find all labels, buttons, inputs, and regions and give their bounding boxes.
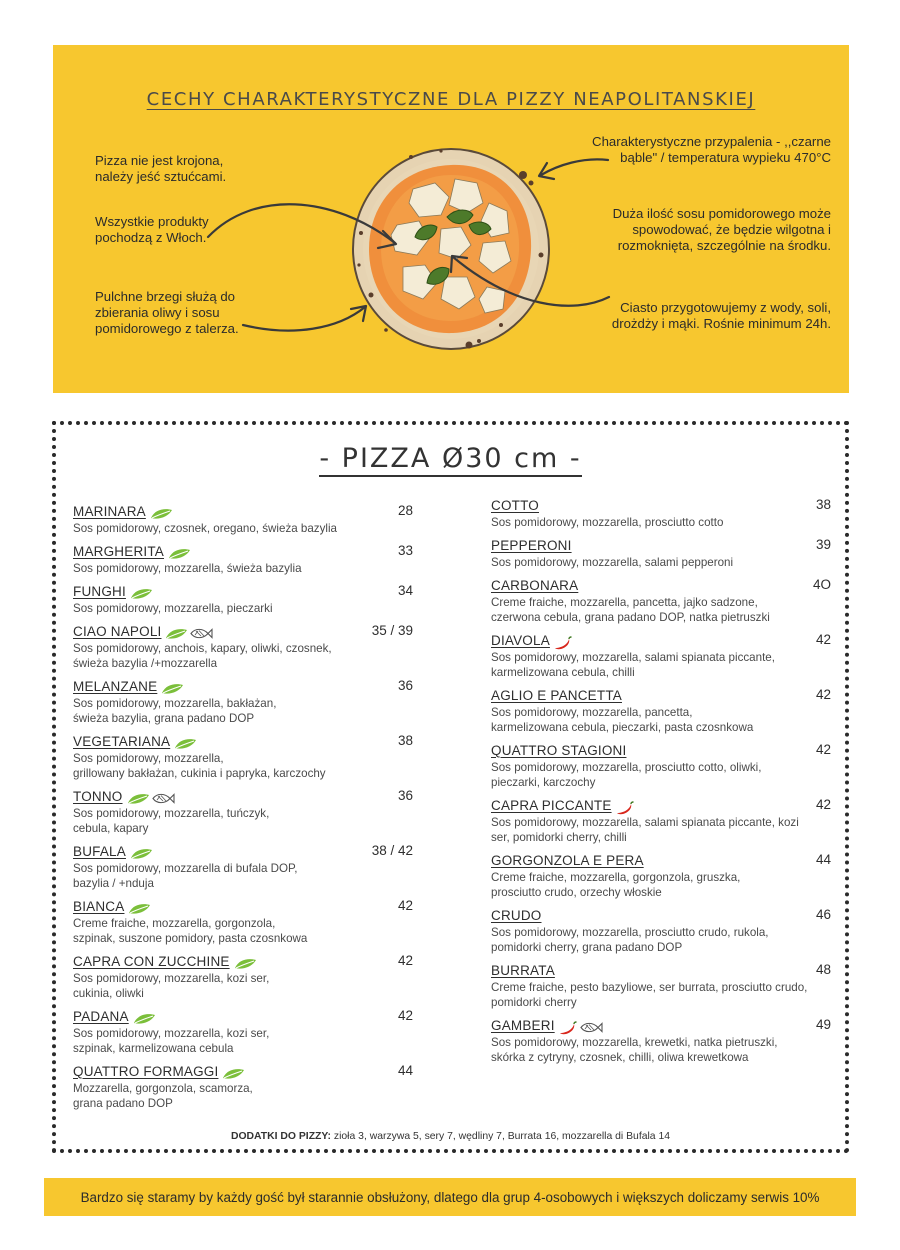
menu-item-crudo <box>491 907 831 955</box>
menu-item-gorgonzola-e-pera <box>491 852 831 900</box>
item-description: Sos pomidorowy, mozzarella, świeża bazylia <box>73 562 302 575</box>
item-icons <box>129 845 154 863</box>
chili-icon <box>553 634 573 651</box>
item-description: Sos pomidorowy, mozzarella, grillowany bakłażan, cukinia i papryka, karczochy <box>73 752 326 780</box>
menu-column-right <box>491 497 831 1072</box>
item-icons <box>164 625 214 643</box>
item-description: Sos pomidorowy, mozzarella di bufala DOP, bazylia / +nduja <box>73 862 298 890</box>
fish-icon <box>579 1019 603 1036</box>
item-name: PADANA <box>73 1009 129 1024</box>
menu-item-marinara <box>73 503 413 536</box>
item-icons <box>129 585 154 603</box>
item-name: BIANCA <box>73 899 125 914</box>
item-name: FUNGHI <box>73 584 126 599</box>
menu-item-padana <box>73 1008 413 1056</box>
item-price: 38 <box>815 497 831 512</box>
item-price: 38 / 42 <box>371 843 413 858</box>
note-tomato-sauce: Duża ilość sosu pomidorowego może spowodować, że będzie wilgotna i rozmoknięta, szczególnie na środku. <box>612 206 831 253</box>
item-description: Sos pomidorowy, mozzarella, prosciutto cotto <box>491 516 724 529</box>
item-name: MELANZANE <box>73 679 158 694</box>
features-title: CECHY CHARAKTERYSTYCZNE DLA PIZZY NEAPOLITANSKIEJ <box>146 89 756 110</box>
item-description: Sos pomidorowy, czosnek, oregano, świeża bazylia <box>73 522 337 535</box>
leaf-icon <box>149 505 173 522</box>
extras-label: DODATKI DO PIZZY: <box>230 1131 332 1142</box>
menu-item-quattro-stagioni <box>491 742 831 790</box>
leaf-icon <box>221 1065 245 1082</box>
menu-item-bufala <box>73 843 413 891</box>
item-name: TONNO <box>73 789 123 804</box>
menu-item-melanzane <box>73 678 413 726</box>
item-description: Creme fraiche, mozzarella, gorgonzola, szpinak, suszone pomidory, pasta czosnkowa <box>73 917 308 945</box>
item-price: 42 <box>397 1008 413 1023</box>
item-description: Sos pomidorowy, mozzarella, pieczarki <box>73 602 273 615</box>
item-price: 42 <box>397 953 413 968</box>
item-name: PEPPERONI <box>491 538 572 553</box>
item-name: CAPRA PICCANTE <box>491 798 612 813</box>
item-name: CAPRA CON ZUCCHINE <box>73 954 230 969</box>
menu-item-tonno <box>73 788 413 836</box>
note-not-sliced: Pizza nie jest krojona, należy jeść sztućcami. <box>95 153 227 184</box>
fish-icon <box>189 625 213 642</box>
item-description: Creme fraiche, mozzarella, gorgonzola, gruszka, prosciutto crudo, orzechy włoskie <box>491 871 741 899</box>
leaf-icon <box>164 625 188 642</box>
item-description: Sos pomidorowy, anchois, kapary, oliwki, czosnek, świeża bazylia /+mozzarella <box>73 642 332 670</box>
menu-item-quattro-formaggi <box>73 1063 413 1111</box>
item-price: 4O <box>812 577 831 592</box>
item-description: Sos pomidorowy, mozzarella, pancetta, karmelizowana cebula, pieczarki, pasta czosnkowa <box>491 706 754 734</box>
item-price: 42 <box>815 797 831 812</box>
item-description: Sos pomidorowy, mozzarella, bakłażan, świeża bazylia, grana padano DOP <box>73 697 277 725</box>
item-price: 49 <box>815 1017 831 1032</box>
menu-item-margherita <box>73 543 413 576</box>
note-dough: Ciasto przygotowujemy z wody, soli, drożdży i mąki. Rośnie minimum 24h. <box>611 300 831 331</box>
item-description: Sos pomidorowy, mozzarella, krewetki, natka pietruszki, skórka z cytryny, czosnek, chilli, oliwa krewetkowa <box>491 1036 778 1064</box>
item-icons <box>126 790 176 808</box>
item-icons <box>558 1019 604 1037</box>
note-crust-edges: Pulchne brzegi służą do zbierania oliwy i sosu pomidorowego z talerza. <box>95 289 239 336</box>
leaf-icon <box>129 845 153 862</box>
leaf-icon <box>160 680 184 697</box>
pizza-menu <box>52 421 849 1153</box>
leaf-icon <box>126 790 150 807</box>
item-price: 33 <box>397 543 413 558</box>
item-price: 28 <box>397 503 413 518</box>
item-description: Sos pomidorowy, mozzarella, prosciutto cotto, oliwki, pieczarki, karczochy <box>491 761 762 789</box>
extras-text: zioła 3, warzywa 5, sery 7, wędliny 7, Burrata 16, mozzarella di Bufala 14 <box>331 1131 671 1142</box>
item-icons <box>132 1010 157 1028</box>
item-name: QUATTRO STAGIONI <box>491 743 627 758</box>
item-price: 34 <box>397 583 413 598</box>
menu-item-gamberi <box>491 1017 831 1065</box>
note-italian-products: Wszystkie produkty pochodzą z Włoch. <box>95 214 209 245</box>
chili-icon <box>615 799 635 816</box>
item-name: COTTO <box>491 498 539 513</box>
item-name: CARBONARA <box>491 578 579 593</box>
extras-note <box>56 1131 845 1142</box>
item-icons <box>149 505 174 523</box>
leaf-icon <box>127 900 151 917</box>
menu-item-ciao-napoli <box>73 623 413 671</box>
menu-item-cotto <box>491 497 831 530</box>
item-icons <box>167 545 192 563</box>
menu-title: - PIZZA Ø30 cm - <box>56 443 845 474</box>
leaf-icon <box>132 1010 156 1027</box>
item-icons <box>160 680 185 698</box>
leaf-icon <box>129 585 153 602</box>
item-icons <box>221 1065 246 1083</box>
chili-icon <box>558 1019 578 1036</box>
item-price: 39 <box>815 537 831 552</box>
pizza-illustration <box>351 145 551 355</box>
menu-item-burrata <box>491 962 831 1010</box>
item-description: Creme fraiche, pesto bazyliowe, ser burrata, prosciutto crudo, pomidorki cherry <box>491 981 808 1009</box>
menu-item-carbonara <box>491 577 831 625</box>
service-charge-text: Bardzo się staramy by każdy gość był starannie obsłużony, dlatego dla grup 4-osobowych i większych doliczamy serwis 10% <box>80 1189 820 1205</box>
menu-item-bianca <box>73 898 413 946</box>
item-price: 42 <box>397 898 413 913</box>
item-name: BUFALA <box>73 844 126 859</box>
item-price: 42 <box>815 742 831 757</box>
item-name: DIAVOLA <box>491 633 550 648</box>
item-name: GAMBERI <box>491 1018 555 1033</box>
item-price: 44 <box>815 852 831 867</box>
leaf-icon <box>173 735 197 752</box>
menu-column-left <box>73 503 413 1118</box>
item-price: 42 <box>815 687 831 702</box>
menu-item-aglio-e-pancetta <box>491 687 831 735</box>
item-name: BURRATA <box>491 963 555 978</box>
item-description: Creme fraiche, mozzarella, pancetta, jajko sadzone, czerwona cebula, grana padano DOP, natka pietruszki <box>491 596 770 624</box>
item-name: AGLIO E PANCETTA <box>491 688 622 703</box>
item-name: CIAO NAPOLI <box>73 624 162 639</box>
item-name: MARGHERITA <box>73 544 165 559</box>
item-price: 36 <box>397 788 413 803</box>
service-charge-note <box>44 1178 856 1216</box>
fish-icon <box>151 790 175 807</box>
item-icons <box>127 900 152 918</box>
menu-item-capra-piccante <box>491 797 831 845</box>
item-name: VEGETARIANA <box>73 734 171 749</box>
item-price: 38 <box>397 733 413 748</box>
item-description: Sos pomidorowy, mozzarella, kozi ser, cukinia, oliwki <box>73 972 270 1000</box>
item-description: Mozzarella, gorgonzola, scamorza, grana padano DOP <box>73 1082 253 1110</box>
item-description: Sos pomidorowy, mozzarella, kozi ser, szpinak, karmelizowana cebula <box>73 1027 270 1055</box>
item-description: Sos pomidorowy, mozzarella, tuńczyk, cebula, kapary <box>73 807 270 835</box>
item-icons <box>233 955 258 973</box>
menu-item-capra-con-zucchine <box>73 953 413 1001</box>
item-price: 36 <box>397 678 413 693</box>
item-description: Sos pomidorowy, mozzarella, salami spianata piccante, karmelizowana cebula, chilli <box>491 651 775 679</box>
item-price: 42 <box>815 632 831 647</box>
menu-item-funghi <box>73 583 413 616</box>
item-name: QUATTRO FORMAGGI <box>73 1064 219 1079</box>
item-name: CRUDO <box>491 908 542 923</box>
menu-item-vegetariana <box>73 733 413 781</box>
features-panel <box>53 45 849 393</box>
item-price: 48 <box>815 962 831 977</box>
menu-item-diavola <box>491 632 831 680</box>
item-price: 46 <box>815 907 831 922</box>
item-icons <box>615 799 636 817</box>
menu-item-pepperoni <box>491 537 831 570</box>
item-icons <box>553 634 574 652</box>
item-name: MARINARA <box>73 504 146 519</box>
item-description: Sos pomidorowy, mozzarella, salami spianata piccante, kozi ser, pomidorki cherry, chilli <box>491 816 799 844</box>
item-description: Sos pomidorowy, mozzarella, salami pepperoni <box>491 556 734 569</box>
item-price: 44 <box>397 1063 413 1078</box>
item-price: 35 / 39 <box>371 623 413 638</box>
note-charring: Charakterystyczne przypalenia - ,,czarne bąble" / temperatura wypieku 470°C <box>592 134 831 165</box>
leaf-icon <box>233 955 257 972</box>
item-name: GORGONZOLA E PERA <box>491 853 644 868</box>
item-icons <box>173 735 198 753</box>
leaf-icon <box>167 545 191 562</box>
item-description: Sos pomidorowy, mozzarella, prosciutto crudo, rukola, pomidorki cherry, grana padano DOP <box>491 926 769 954</box>
